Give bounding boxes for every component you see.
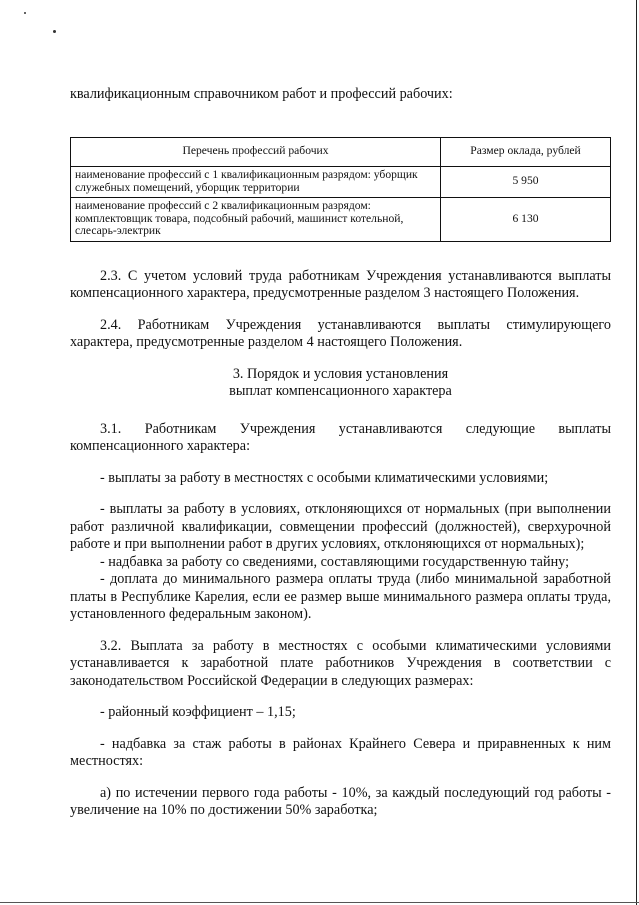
- table-header-salary: Размер оклада, рублей: [441, 137, 611, 166]
- scan-speck: [53, 30, 56, 33]
- section-3-title-line1: 3. Порядок и условия установления: [232, 365, 449, 382]
- list-item: - надбавка за работу со сведениями, составляющими государственную тайну;: [100, 553, 570, 570]
- document-body: [70, 86, 611, 834]
- list-item-north-allowance: - надбавка за стаж работы в районах Крайнего Севера и приравненных к ним местностях:: [70, 735, 611, 769]
- table-header-profession: Перечень профессий рабочих: [71, 137, 441, 166]
- page-edge-bottom: [0, 902, 639, 903]
- list-item: - выплаты за работу в местностях с особыми климатическими условиями;: [100, 469, 549, 486]
- table-cell-profession: наименование профессий с 2 квалификационным разрядом: комплектовщик товара, подсобный рабочий, машинист котельной, слесарь-электрик: [71, 197, 441, 241]
- section-3-heading: [70, 366, 611, 401]
- table-header-row: [71, 137, 611, 166]
- list-item-coefficient: - районный коэффициент – 1,15;: [100, 704, 296, 720]
- intro-line: квалификационным справочником работ и профессий рабочих:: [70, 86, 453, 102]
- list-item: - доплата до минимального размера оплаты труда (либо минимальной заработной платы в Республике Карелия, если ее размер выше минимального размера оплаты труда, установленного федеральным законом).: [70, 571, 611, 622]
- table-row: [71, 197, 611, 241]
- table-cell-salary: 5 950: [441, 166, 611, 197]
- list-item-a: а) по истечении первого года работы - 10%, за каждый последующий год работы - увеличение на 10% по достижении 50% заработка;: [70, 784, 611, 818]
- table-cell-salary: 6 130: [441, 197, 611, 241]
- list-item: - выплаты за работу в условиях, отклоняющихся от нормальных (при выполнении работ различной квалификации, совмещении профессий (должностей), сверхурочной работе и при выполнении работ в других условиях, отклоняющихся от нормальных);: [70, 501, 611, 552]
- paragraph-3-2: 3.2. Выплата за работу в местностях с особыми климатическими условиями устанавливается к заработной плате работников Учреждения в соответствии с законодательством Российской Федерации в следующих размерах:: [70, 637, 611, 689]
- section-3-title-line2: выплат компенсационного характера: [229, 383, 452, 399]
- paragraph-2-3: 2.3. С учетом условий труда работникам Учреждения устанавливаются выплаты компенсационного характера, предусмотренные разделом 3 настоящего Положения.: [70, 267, 611, 301]
- table-row: [71, 166, 611, 197]
- table-cell-profession: наименование профессий с 1 квалификационным разрядом: уборщик служебных помещений, уборщик территории: [71, 166, 441, 197]
- page-edge-right: [636, 0, 637, 905]
- salary-table: [70, 137, 611, 242]
- scan-speck: [24, 12, 26, 14]
- paragraph-3-1: 3.1. Работникам Учреждения устанавливаются следующие выплаты компенсационного характера:: [70, 420, 611, 454]
- paragraph-2-4: 2.4. Работникам Учреждения устанавливаются выплаты стимулирующего характера, предусмотренные разделом 4 настоящего Положения.: [70, 316, 611, 350]
